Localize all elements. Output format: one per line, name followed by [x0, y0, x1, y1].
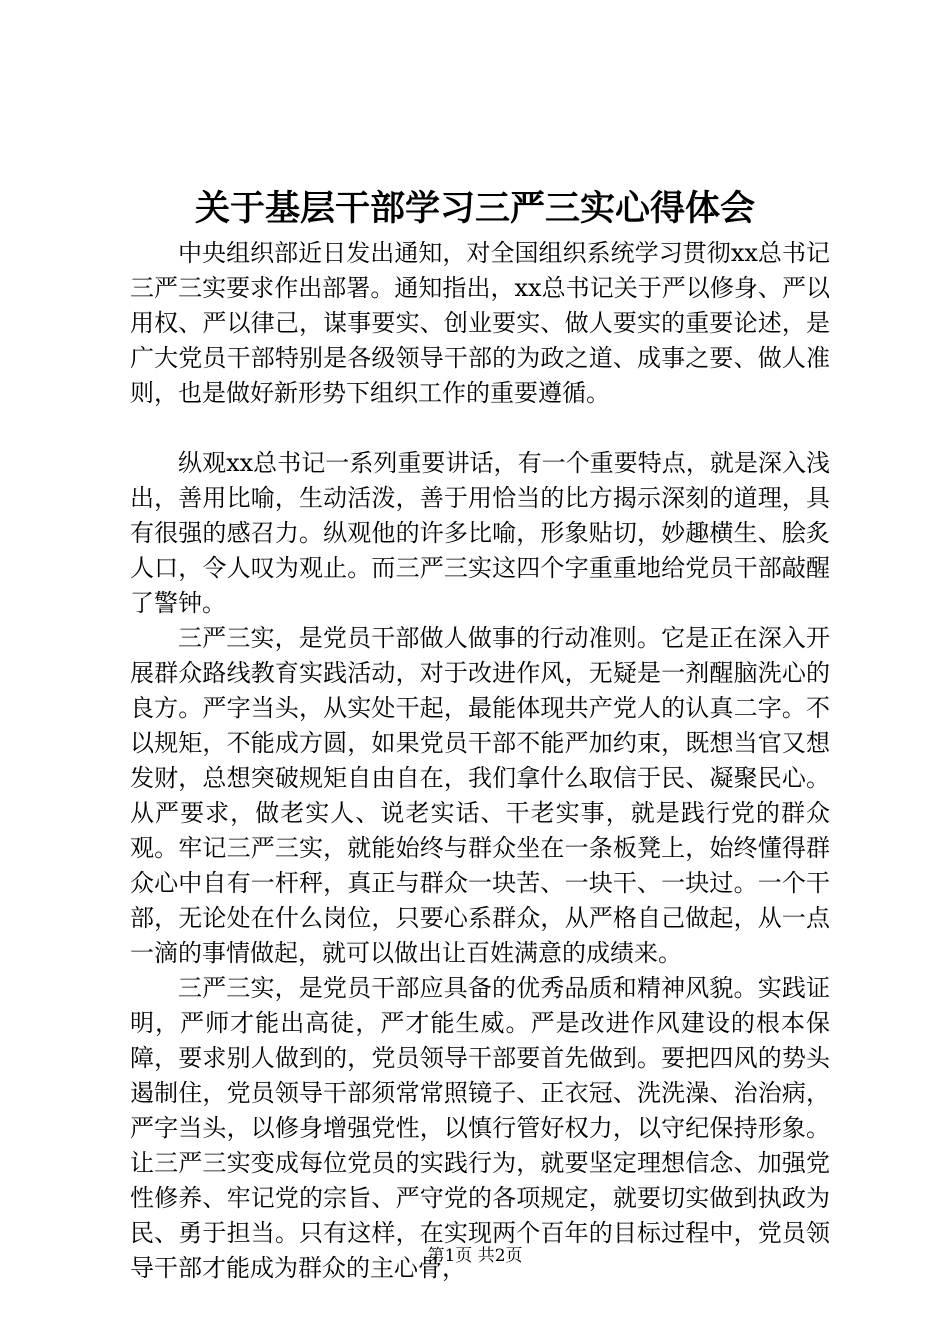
- paragraph: 中央组织部近日发出通知，对全国组织系统学习贯彻xx总书记三严三实要求作出部署。通知指出，xx总书记关于严以修身、严以用权、严以律己，谋事要实、创业要实、做人要实的重要论述，是广大党员干部特别是各级领导干部的为政之道、成事之要、做人准则，也是做好新形势下组织工作的重要遵循。: [130, 239, 830, 407]
- paragraph: 三严三实，是党员干部应具备的优秀品质和精神风貌。实践证明，严师才能出高徒，严才能生威。严是改进作风建设的根本保障，要求别人做到的，党员领导干部要首先做到。要把四风的势头遏制住，党员领导干部须常常照镜子、正衣冠、洗洗澡、治治病，严字当头，以修身增强党性，以慎行管好权力，以守纪保持形象。让三严三实变成每位党员的实践行为，就要坚定理想信念、加强党性修养、牢记党的宗旨、严守党的各项规定，就要切实做到执政为民、勇于担当。只有这样，在实现两个百年的目标过程中，党员领导干部才能成为群众的主心骨，: [130, 974, 830, 1282]
- page-number: 第1页 共2页: [427, 1246, 523, 1266]
- paragraph: 纵观xx总书记一系列重要讲话，有一个重要特点，就是深入浅出，善用比喻，生动活泼，善于用恰当的比方揭示深刻的道理，具有很强的感召力。纵观他的许多比喻，形象贴切，妙趣横生、脍炙人口，令人叹为观止。而三严三实这四个字重重地给党员干部敲醒了警钟。: [130, 449, 830, 617]
- document-body: [130, 236, 830, 1286]
- paragraph: 三严三实，是党员干部做人做事的行动准则。它是正在深入开展群众路线教育实践活动，对于改进作风，无疑是一剂醒脑洗心的良方。严字当头，从实处干起，最能体现共产党人的认真二字。不以规矩，不能成方圆，如果党员干部不能严加约束，既想当官又想发财，总想突破规矩自由自在，我们拿什么取信于民、凝聚民心。从严要求，做老实人、说老实话、干老实事，就是践行党的群众观。牢记三严三实，就能始终与群众坐在一条板凳上，始终懂得群众心中自有一杆秤，真正与群众一块苦、一块干、一块过。一个干部，无论处在什么岗位，只要心系群众，从严格自己做起，从一点一滴的事情做起，就可以做出让百姓满意的成绩来。: [130, 624, 830, 967]
- document-title: 关于基层干部学习三严三实心得体会: [194, 188, 755, 229]
